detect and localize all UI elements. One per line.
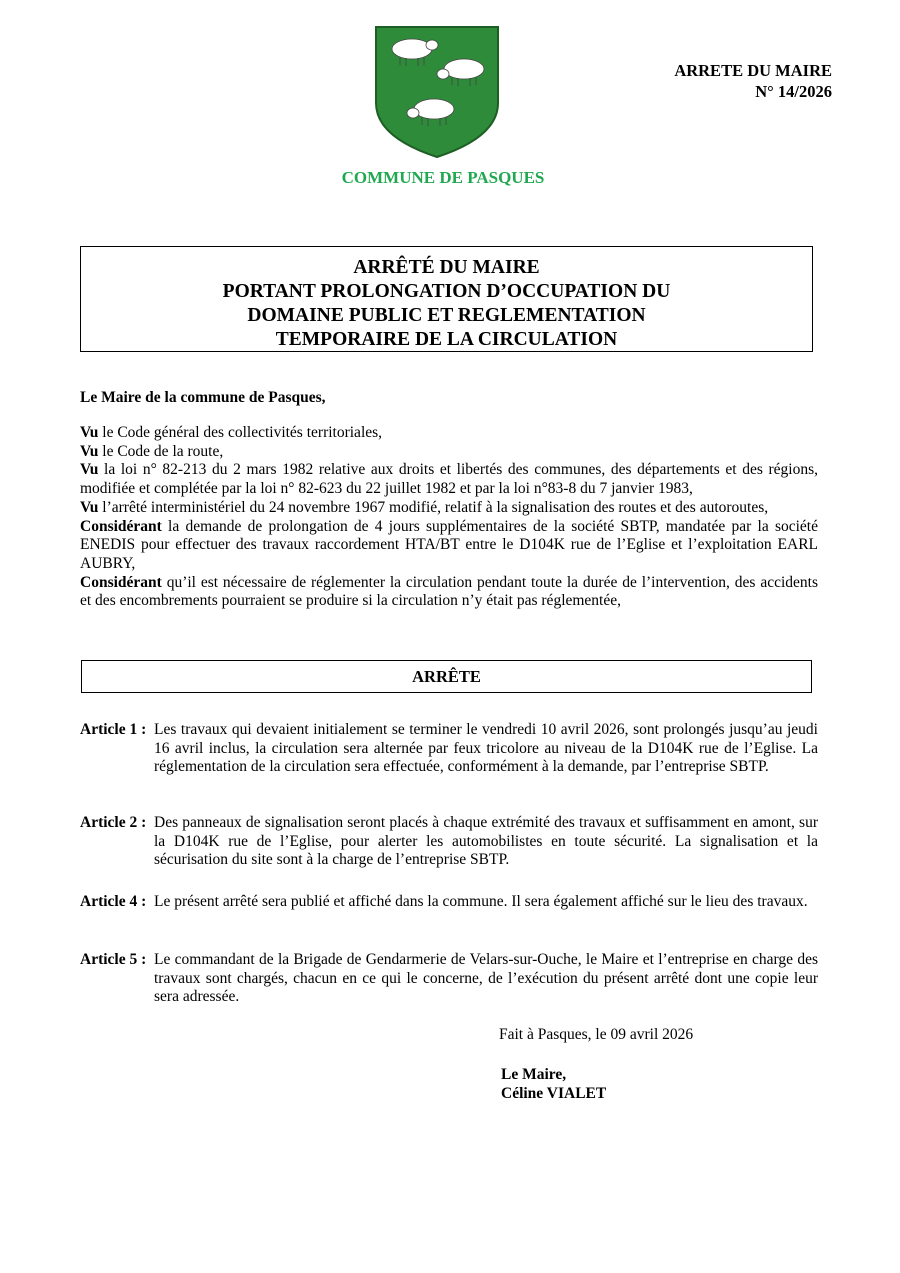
signatory-role: Le Maire, [501,1066,567,1083]
visa-item [80,443,818,462]
intro-line: Le Maire de la commune de Pasques, [80,389,326,406]
title-line-4: TEMPORAIRE DE LA CIRCULATION [275,329,618,350]
article-label: Article 1 : [80,721,147,738]
article-1 [80,721,818,777]
visa-keyword: Vu [80,424,99,441]
article-2 [80,814,818,870]
place-date: Fait à Pasques, le 09 avril 2026 [499,1026,694,1043]
article-4 [80,893,818,912]
signature-block [501,1066,606,1103]
visa-item [80,574,818,611]
article-label: Article 2 : [80,814,147,831]
signatory-name: Céline VIALET [501,1084,607,1102]
visa-text: qu’il est nécessaire de réglementer la circulation pendant toute la durée de l’intervention, des accidents et des encombrements pourraient se produire si la circulation n’y était pas réglementée, [80,573,818,610]
visa-item [80,499,818,518]
article-text: Le commandant de la Brigade de Gendarmerie de Velars-sur-Ouche, le Maire et l’entreprise en charge des travaux sont chargés, chacun en ce qui le concerne, de l’exécution du présent arrêté dont une copie leur sera adressée. [154,951,818,1006]
title-line-1: ARRÊTÉ DU MAIRE [353,257,540,278]
visa-keyword: Considérant [80,573,162,591]
visa-keyword: Vu [80,461,99,479]
article-text: Les travaux qui devaient initialement se terminer le vendredi 10 avril 2026, sont prolongés jusqu’au jeudi 16 avril inclus, la circulation sera alternée par feux tricolore au niveau de la D104K rue de l’Eglise. La réglementation de la circulation sera effectuée, conformément à la demande, par l’entreprise SBTP. [154,721,818,776]
decree-reference [620,60,832,102]
article-label: Article 5 : [80,951,147,968]
decree-reference-title: ARRETE DU MAIRE [674,61,832,80]
document-title-box [80,246,813,352]
title-line-2: PORTANT PROLONGATION D’OCCUPATION DU [222,281,671,302]
visa-item [80,461,818,498]
commune-name: COMMUNE DE PASQUES [341,168,545,187]
visa-item [80,518,818,574]
decree-reference-number: N° 14/2026 [755,82,832,101]
visa-keyword: Vu [80,498,99,516]
visa-item [80,424,818,443]
visa-text: l’arrêté interministériel du 24 novembre 1967 modifié, relatif à la signalisation des routes et des autoroutes, [98,498,769,516]
article-5 [80,951,818,1007]
visa-text: le Code général des collectivités territoriales, [98,424,383,441]
visa-keyword: Considérant [80,517,162,535]
visa-keyword: Vu [80,442,99,460]
visa-text: la demande de prolongation de 4 jours supplémentaires de la société SBTP, mandatée par la société ENEDIS pour effectuer des travaux raccordement HTA/BT entre le D104K rue de l’Eglise et l’exploitation EARL AUBRY, [80,517,818,572]
commune-crest-icon [374,25,500,159]
visa-text: le Code de la route, [98,442,224,460]
visa-text: la loi n° 82-213 du 2 mars 1982 relative aux droits et libertés des communes, des départements et des régions, modifiée et complétée par la loi n° 82-623 du 22 juillet 1982 et par la loi n°83-8 du 7 janvier 1983, [80,461,818,498]
article-label: Article 4 : [80,893,147,910]
visas-section [80,424,818,611]
title-line-3: DOMAINE PUBLIC ET REGLEMENTATION [247,305,646,326]
article-text: Le présent arrêté sera publié et affiché dans la commune. Il sera également affiché sur le lieu des travaux. [154,893,808,910]
article-text: Des panneaux de signalisation seront placés à chaque extrémité des travaux et suffisamment en amont, sur la D104K rue de l’Eglise, pour alerter les automobilistes en toute sécurité. La signalisation et la sécurisation du site sont à la charge de l’entreprise SBTP. [154,814,818,869]
arrete-heading: ARRÊTE [81,660,812,693]
